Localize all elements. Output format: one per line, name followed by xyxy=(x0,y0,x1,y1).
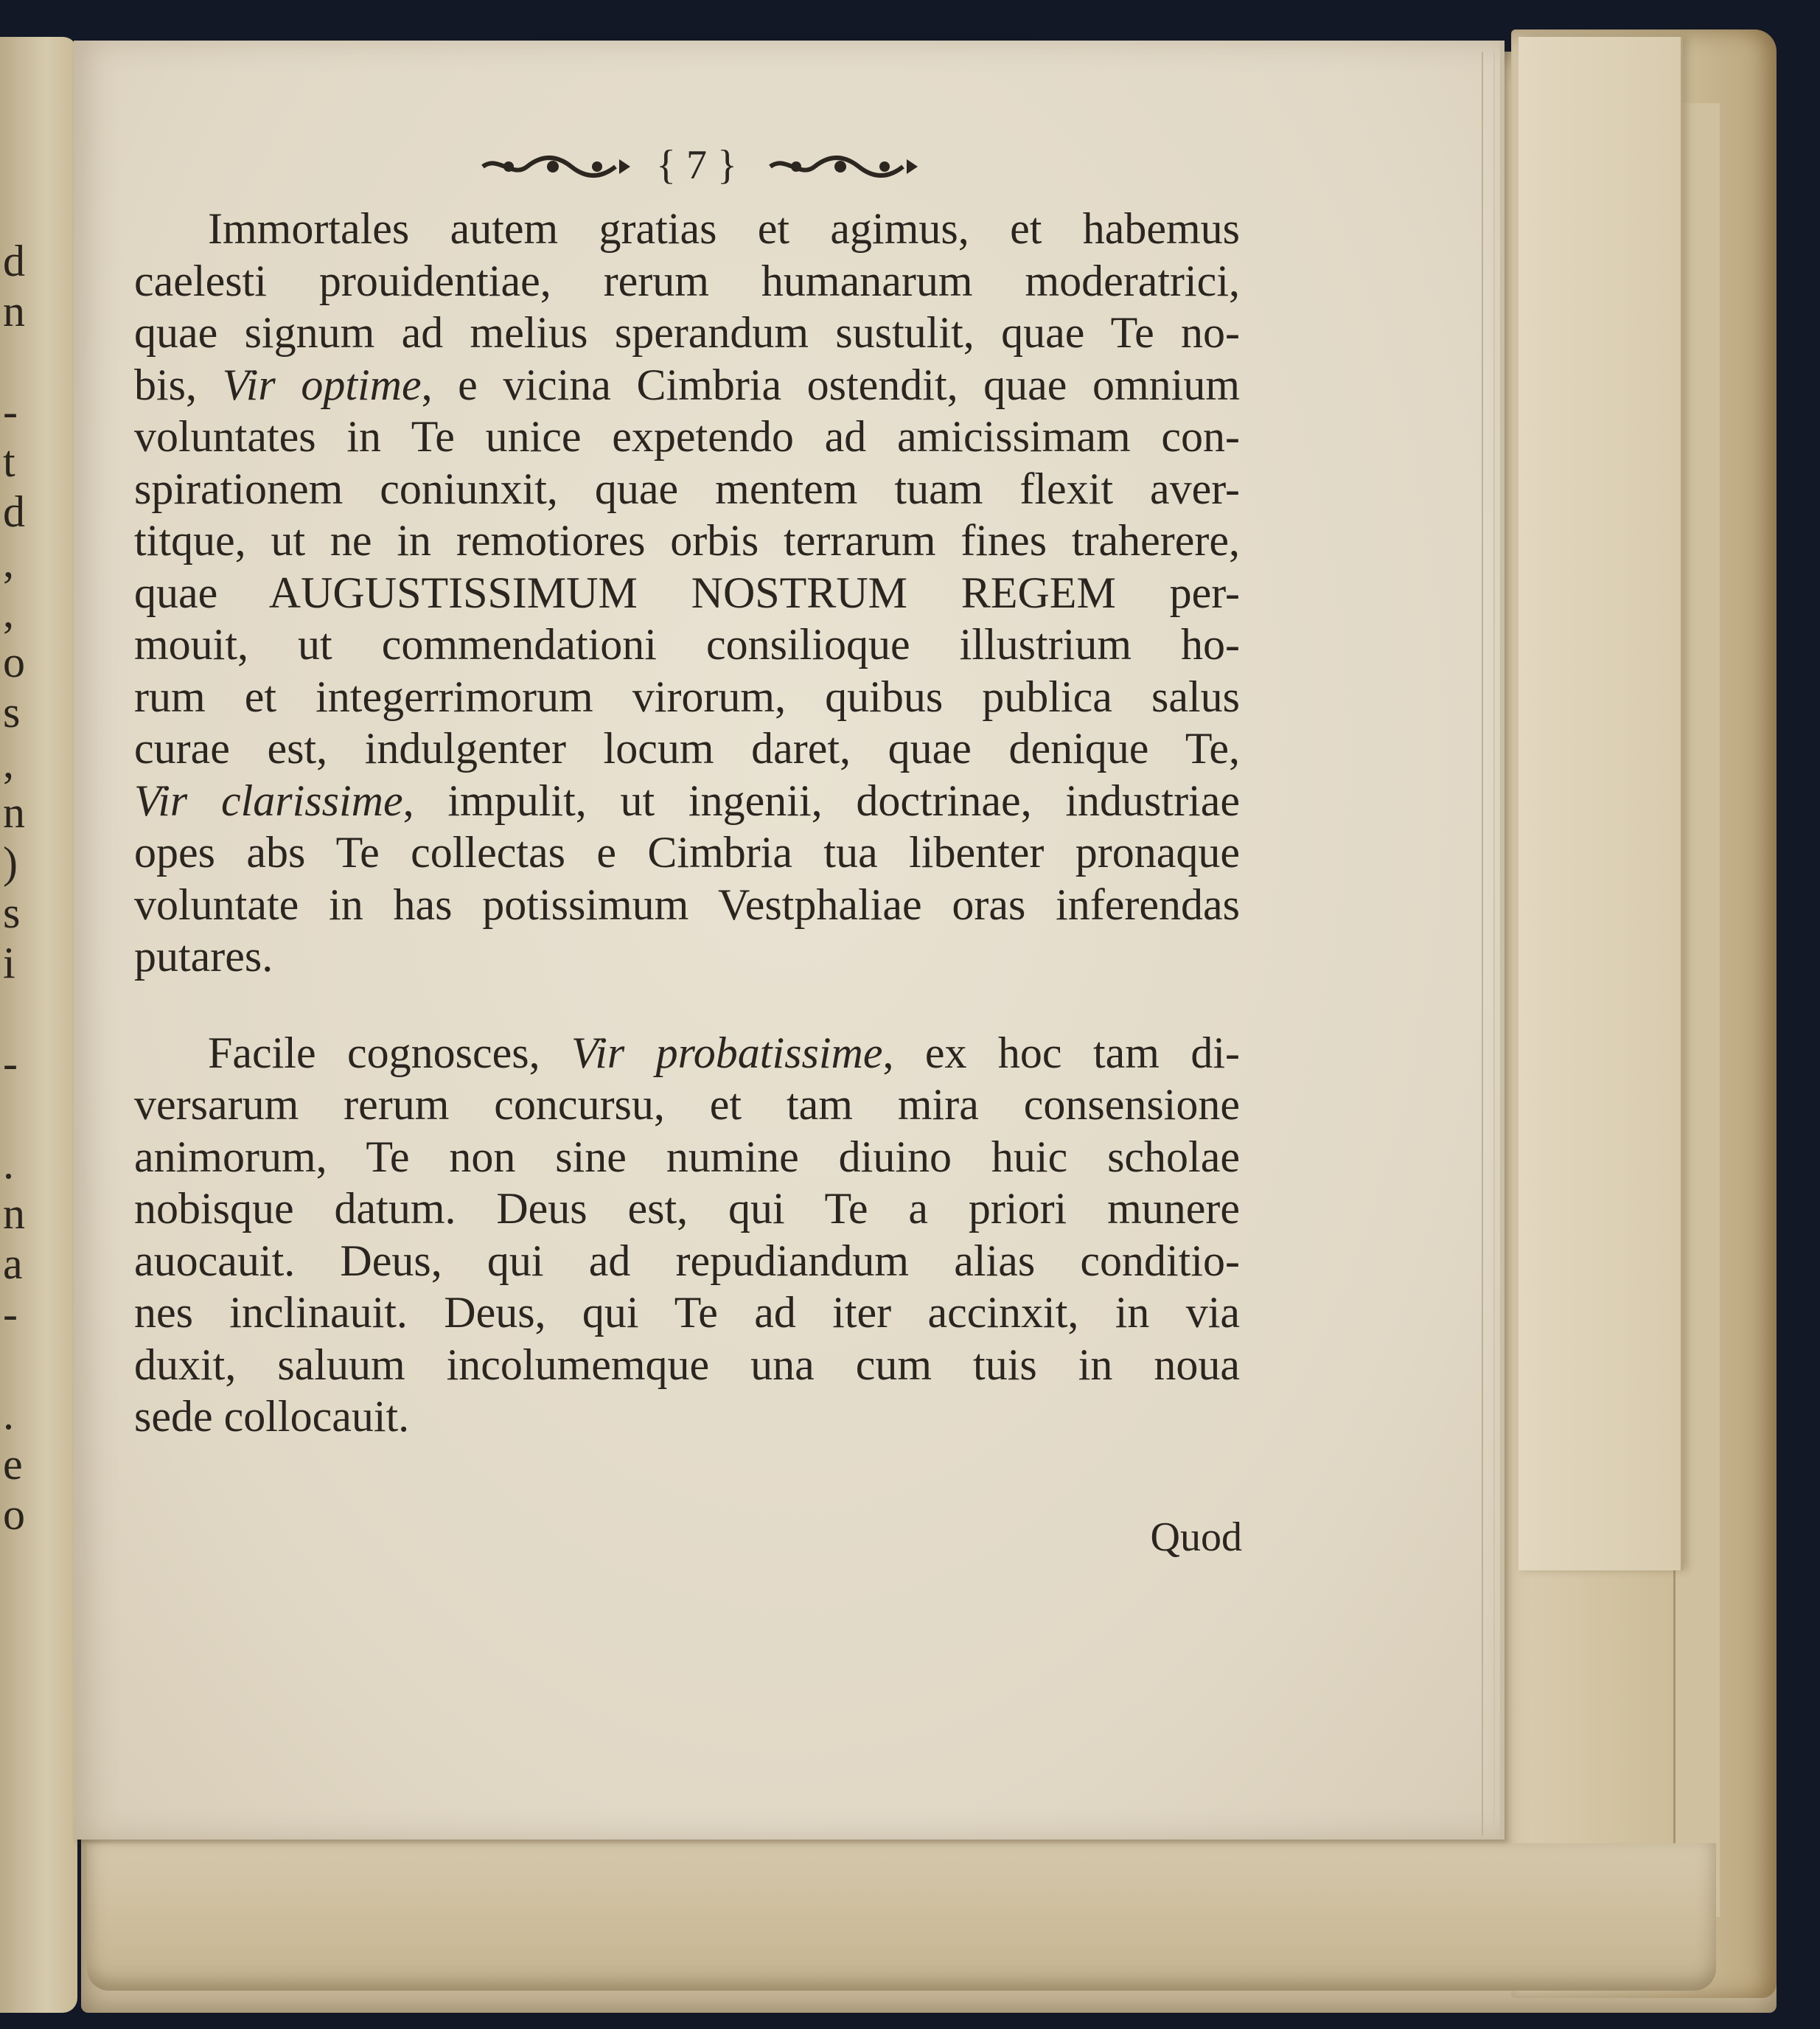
text-line: duxit, saluum incolumemque una cum tuis in noua xyxy=(134,1340,1240,1389)
text-line: opes abs Te collectas e Cimbria tua libenter pronaque xyxy=(134,828,1240,877)
text-line: curae est, indulgenter locum daret, quae denique Te, xyxy=(134,724,1240,773)
catchword: Quod xyxy=(1150,1514,1242,1560)
facing-page-fragments: d n - t d , , o s , n ) s i - . n a - . e o xyxy=(3,237,25,1539)
page-number: { 7 } xyxy=(656,142,737,188)
italic-phrase: Vir probatissime xyxy=(571,1028,883,1077)
fleuron-left-icon xyxy=(479,153,634,180)
text-line: mouit, ut commendationi consilioque illustrium ho- xyxy=(134,620,1240,669)
bottom-page-edge xyxy=(87,1843,1716,1991)
italic-phrase: Vir clarissime xyxy=(134,776,403,825)
text-line: bis, Vir optime, e vicina Cimbria ostendit, quae omnium xyxy=(134,360,1240,409)
text-line: quae AUGUSTISSIMUM NOSTRUM REGEM per- xyxy=(134,568,1240,617)
text-line: putares. xyxy=(134,932,273,981)
text-line: caelesti prouidentiae, rerum humanarum moderatrici, xyxy=(134,256,1240,305)
text-line: nobisque datum. Deus est, qui Te a priori munere xyxy=(134,1184,1240,1233)
italic-phrase: Vir optime xyxy=(222,360,422,409)
folded-leaf xyxy=(1519,37,1683,1570)
page-edge-lines xyxy=(1482,52,1495,1836)
paragraph-1 xyxy=(134,203,1240,983)
text-line: quae signum ad melius sperandum sustulit, quae Te no- xyxy=(134,308,1240,357)
text-line: Immortales autem gratias et agimus, et habemus xyxy=(208,204,1240,253)
page-header xyxy=(472,140,914,192)
text-line: sede collocauit. xyxy=(134,1392,410,1441)
paragraph-break xyxy=(134,983,1240,1027)
body-text xyxy=(134,203,1240,1443)
text-line: spirationem coniunxit, quae mentem tuam flexit aver- xyxy=(134,464,1240,513)
text-line: voluntates in Te unice expetendo ad amicissimam con- xyxy=(134,412,1240,461)
text-line: nes inclinauit. Deus, qui Te ad iter accinxit, in via xyxy=(134,1288,1240,1337)
text-line: versarum rerum concursu, et tam mira consensione xyxy=(134,1080,1240,1129)
text-line: Vir clarissime, impulit, ut ingenii, doctrinae, industriae xyxy=(134,776,1240,825)
text-line: titque, ut ne in remotiores orbis terrarum fines traherere, xyxy=(134,516,1240,565)
text-line: rum et integerrimorum virorum, quibus publica salus xyxy=(134,672,1240,721)
fleuron-right-icon xyxy=(767,153,921,180)
text-line: Facile cognosces, Vir probatissime, ex hoc tam di- xyxy=(208,1028,1241,1077)
paragraph-2 xyxy=(134,1027,1240,1443)
text-line: auocauit. Deus, qui ad repudiandum alias conditio- xyxy=(134,1236,1240,1285)
facing-page-edge xyxy=(0,37,77,2013)
text-line: animorum, Te non sine numine diuino huic scholae xyxy=(134,1132,1240,1181)
text-line: voluntate in has potissimum Vestphaliae oras inferendas xyxy=(134,880,1240,929)
